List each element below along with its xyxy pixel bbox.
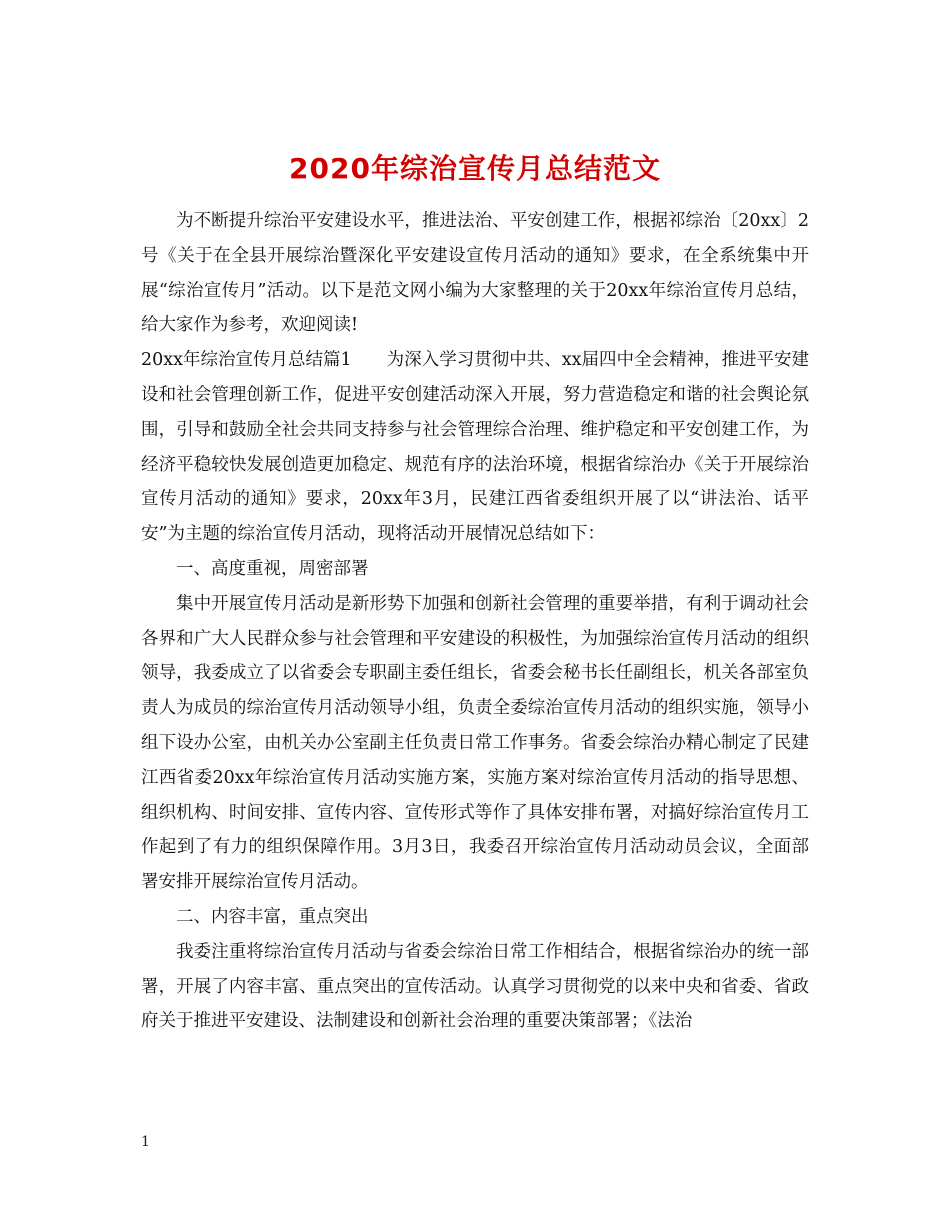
section-heading-1: 一、高度重视，周密部署: [176, 558, 369, 579]
document-title: 2020年综治宣传月总结范文: [289, 151, 661, 185]
document-body: [141, 204, 809, 1039]
page-number: 1: [141, 1134, 150, 1150]
paragraph-section-1: 集中开展宣传月活动是新形势下加强和创新社会管理的重要举措，有利于调动社会各界和广大人民群众参与社会管理和平安建设的积极性，为加强综治宣传月活动的组织领导，我委成立了以省委会专职副主委任组长，省委会秘书长任副组长，机关各部室负责人为成员的综治宣传月活动领导小组，负责全委综治宣传月活动的组织实施，领导小组下设办公室，由机关办公室副主任负责日常工作事务。省委会综治办精心制定了民建江西省委20xx年综治宣传月活动实施方案，实施方案对综治宣传月活动的指导思想、组织机构、时间安排、宣传内容、宣传形式等作了具体安排布署，对搞好综治宣传月工作起到了有力的组织保障作用。3月3日，我委召开综治宣传月活动动员会议，全面部署安排开展综治宣传月活动。: [141, 593, 809, 893]
paragraph-intro: 为不断提升综治平安建设水平，推进法治、平安创建工作，根据祁综治〔20xx〕2号《关于在全县开展综治暨深化平安建设宣传月活动的通知》要求，在全系统集中开展“综治宣传月”活动。以下是范文网小编为大家整理的关于20xx年综治宣传月总结，给大家作为参考，欢迎阅读!: [141, 211, 809, 336]
paragraph-section-2: 我委注重将综治宣传月活动与省委会综治日常工作相结合，根据省综治办的统一部署，开展了内容丰富、重点突出的宣传活动。认真学习贯彻党的以来中央和省委、省政府关于推进平安建设、法制建设和创新社会治理的重要决策部署；《法治: [141, 941, 809, 1032]
paragraph-summary-opening: 20xx年综治宣传月总结篇1 为深入学习贯彻中共、xx届四中全会精神，推进平安建设和社会管理创新工作，促进平安创建活动深入开展，努力营造稳定和谐的社会舆论氛围，引导和鼓励全社会共同支持参与社会管理综合治理、维护稳定和平安创建工作，为经济平稳较快发展创造更加稳定、规范有序的法治环境，根据省综治办《关于开展综治宣传月活动的通知》要求，20xx年3月，民建江西省委组织开展了以“讲法治、话平安”为主题的综治宣传月活动，现将活动开展情况总结如下：: [141, 350, 809, 545]
section-heading-2: 二、内容丰富，重点突出: [176, 906, 369, 927]
